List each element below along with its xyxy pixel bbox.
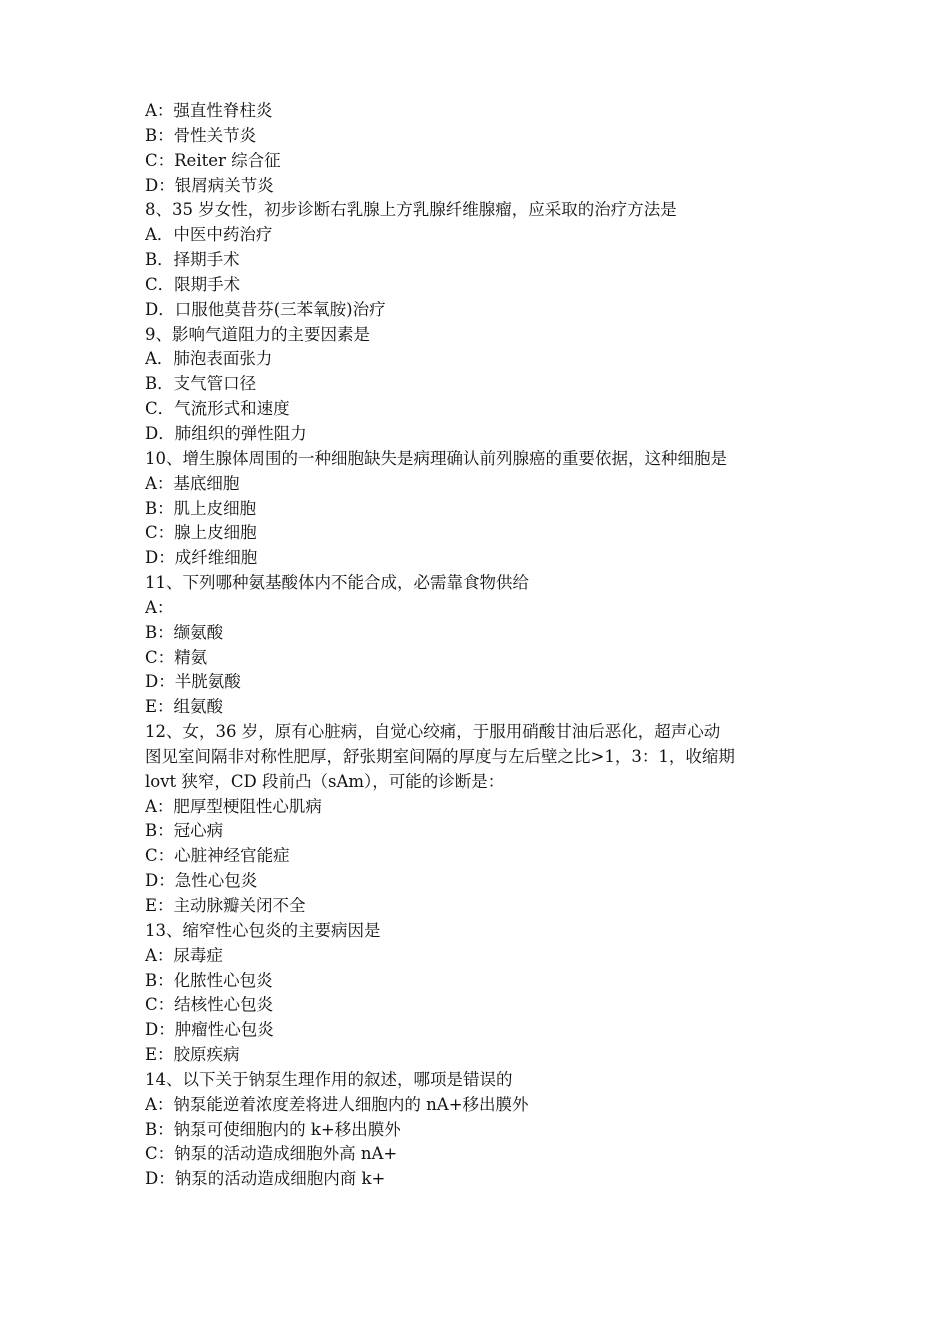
question-12 (145, 720, 815, 919)
q14-option-a: A：钠泵能逆着浓度差将进人细胞内的 nA+移出膜外 (145, 1094, 529, 1114)
q12-stem-line-3: lovt 狭窄，CD 段前凸（sAm），可能的诊断是： (145, 771, 505, 791)
q12-option-b: B：冠心病 (145, 821, 224, 841)
q12-option-e: E：主动脉瓣关闭不全 (145, 896, 306, 915)
q7-option-d: D：银屑病关节炎 (145, 175, 274, 195)
question-10 (145, 447, 815, 571)
q12-option-d: D：急性心包炎 (145, 871, 258, 891)
q8-option-b: B．择期手术 (145, 250, 240, 270)
question-13 (145, 919, 815, 1068)
q11-option-b: B：缬氨酸 (145, 622, 224, 642)
q10-option-b: B：肌上皮细胞 (145, 498, 257, 518)
question-8 (145, 198, 815, 322)
q11-option-e: E：组氨酸 (145, 697, 224, 717)
q14-stem: 14、以下关于钠泵生理作用的叙述，哪项是错误的 (145, 1069, 513, 1089)
q7-option-b: B：骨性关节炎 (145, 125, 257, 145)
question-9 (145, 323, 815, 447)
q9-option-c: C．气流形式和速度 (145, 399, 290, 419)
q13-option-a: A：尿毒症 (145, 945, 223, 965)
q11-option-c: C：精氨 (145, 647, 208, 667)
q9-stem: 9、影响气道阻力的主要因素是 (145, 324, 370, 344)
q8-stem: 8、35 岁女性，初步诊断右乳腺上方乳腺纤维腺瘤，应采取的治疗方法是 (145, 200, 677, 220)
q13-option-c: C：结核性心包炎 (145, 995, 274, 1015)
q10-stem: 10、增生腺体周围的一种细胞缺失是病理确认前列腺癌的重要依据，这种细胞是 (145, 448, 727, 468)
q8-option-a: A．中医中药治疗 (145, 225, 273, 245)
q10-option-c: C：腺上皮细胞 (145, 523, 257, 543)
q13-option-e: E：胶原疾病 (145, 1045, 240, 1065)
q13-option-d: D：肿瘤性心包炎 (145, 1020, 274, 1040)
question-11 (145, 571, 815, 720)
q12-option-c: C：心脏神经官能症 (145, 846, 290, 866)
q13-stem: 13、缩窄性心包炎的主要病因是 (145, 920, 381, 940)
q11-option-a: A： (145, 597, 174, 617)
q12-stem-line-1: 12、女，36 岁，原有心脏病，自觉心绞痛，于服用硝酸甘油后恶化，超声心动 (145, 722, 721, 742)
q14-option-b: B：钠泵可使细胞内的 k+移出膜外 (145, 1119, 401, 1139)
q9-option-d: D．肺组织的弹性阻力 (145, 423, 307, 443)
q11-option-d: D：半胱氨酸 (145, 672, 241, 692)
q7-option-c: C：Reiter 综合征 (145, 150, 281, 170)
q8-option-d: D．口服他莫昔芬(三苯氧胺)治疗 (145, 299, 386, 319)
q8-option-c: C．限期手术 (145, 274, 241, 294)
q7-option-a: A：强直性脊柱炎 (145, 101, 273, 120)
q9-option-b: B．支气管口径 (145, 374, 257, 394)
q13-option-b: B：化脓性心包炎 (145, 970, 273, 990)
q10-option-d: D：成纤维细胞 (145, 548, 258, 568)
q7-options (145, 99, 815, 198)
q11-stem: 11、下列哪种氨基酸体内不能合成，必需靠食物供给 (145, 573, 529, 593)
q12-stem (145, 720, 815, 795)
q10-option-a: A：基底细胞 (145, 473, 240, 493)
question-14 (145, 1068, 815, 1192)
q9-option-a: A．肺泡表面张力 (145, 349, 273, 369)
q14-option-c: C：钠泵的活动造成细胞外高 nA+ (145, 1144, 398, 1164)
q14-option-d: D：钠泵的活动造成细胞内商 k+ (145, 1169, 386, 1189)
q12-stem-line-2: 图见室间隔非对称性肥厚，舒张期室间隔的厚度与左后壁之比>1，3：1，收缩期 (145, 746, 735, 766)
document-page (145, 99, 815, 1192)
q12-option-a: A：肥厚型梗阻性心肌病 (145, 796, 322, 816)
